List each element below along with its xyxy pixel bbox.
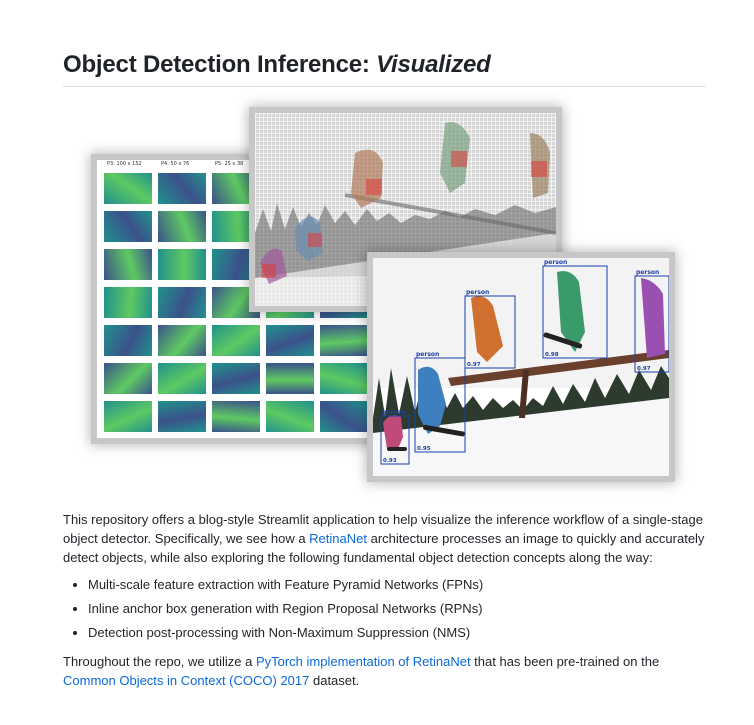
intro-paragraph — [63, 510, 713, 567]
feature-map-tile — [103, 400, 153, 433]
feature-map-tile — [157, 248, 207, 281]
detection-label: person — [466, 289, 490, 296]
feature-map-header-p5: P5: 25 x 38 — [215, 161, 244, 167]
title-main: Object Detection Inference: — [63, 51, 377, 78]
feature-map-tile — [211, 210, 261, 243]
feature-map-tile — [157, 210, 207, 243]
feature-map-tile — [103, 172, 153, 205]
intro-text-after: architecture processes an image to quickly and accurately detect objects, while also exploring the following fundamental object detection concepts along the way: — [63, 531, 705, 565]
intro-text-before: This repository offers a blog-style Streamlit application to help visualize the inference workflow of a single-stage object detector. Specifically, we see how a — [63, 512, 703, 546]
concept-item-nms: Detection post-processing with Non-Maximum Suppression (NMS) — [63, 623, 483, 642]
page-title — [63, 50, 491, 80]
concept-item-rpn: Inline anchor box generation with Region Proposal Networks (RPNs) — [63, 599, 483, 618]
feature-map-tile — [157, 324, 207, 357]
feature-map-tile — [319, 362, 369, 395]
feature-map-tile — [211, 248, 261, 281]
detection-score: 0.95 — [417, 446, 431, 452]
feature-map-tile — [211, 362, 261, 395]
coco-dataset-link[interactable]: Common Objects in Context (COCO) 2017 — [63, 673, 310, 688]
detection-results-panel — [373, 258, 669, 476]
detection-score: 0.97 — [637, 366, 651, 372]
pytorch-retinanet-link[interactable]: PyTorch implementation of RetinaNet — [255, 654, 471, 669]
feature-map-tile — [103, 324, 153, 357]
closing-text-after: dataset. — [309, 673, 360, 688]
feature-map-tile — [103, 286, 153, 319]
detection-label: person — [636, 269, 660, 276]
detection-score: 0.97 — [467, 362, 481, 368]
detection-score: 0.98 — [545, 352, 559, 358]
feature-map-header-p3: P3: 100 x 152 — [107, 161, 142, 167]
feature-map-tile — [157, 172, 207, 205]
feature-map-tile — [265, 362, 315, 395]
feature-map-tile — [319, 400, 369, 433]
heading-divider — [63, 86, 706, 87]
detection-label: person — [544, 259, 568, 266]
closing-paragraph — [63, 652, 713, 690]
retinanet-link[interactable]: RetinaNet — [309, 531, 367, 546]
closing-text-middle: that has been pre-trained on the — [470, 654, 660, 669]
feature-map-tile — [103, 362, 153, 395]
feature-map-tile — [157, 362, 207, 395]
feature-map-tile — [211, 286, 261, 319]
feature-map-header-p4: P4: 50 x 76 — [161, 161, 190, 167]
feature-map-tile — [103, 210, 153, 243]
detection-label: person — [416, 351, 440, 358]
concepts-list — [63, 575, 483, 647]
title-emphasis: Visualized — [376, 51, 491, 78]
feature-map-tile — [265, 400, 315, 433]
concept-item-fpn: Multi-scale feature extraction with Feature Pyramid Networks (FPNs) — [63, 575, 483, 594]
feature-map-tile — [157, 286, 207, 319]
feature-map-tile — [265, 324, 315, 357]
feature-map-tile — [211, 172, 261, 205]
feature-map-tile — [103, 248, 153, 281]
closing-text-before: Throughout the repo, we utilize a — [63, 654, 256, 669]
feature-map-tile — [211, 324, 261, 357]
feature-map-tile — [211, 400, 261, 433]
detection-score: 0.93 — [383, 458, 397, 464]
feature-map-tile — [319, 324, 369, 357]
feature-map-tile — [157, 400, 207, 433]
detection-label: person — [382, 409, 406, 416]
detection-image — [373, 258, 669, 476]
